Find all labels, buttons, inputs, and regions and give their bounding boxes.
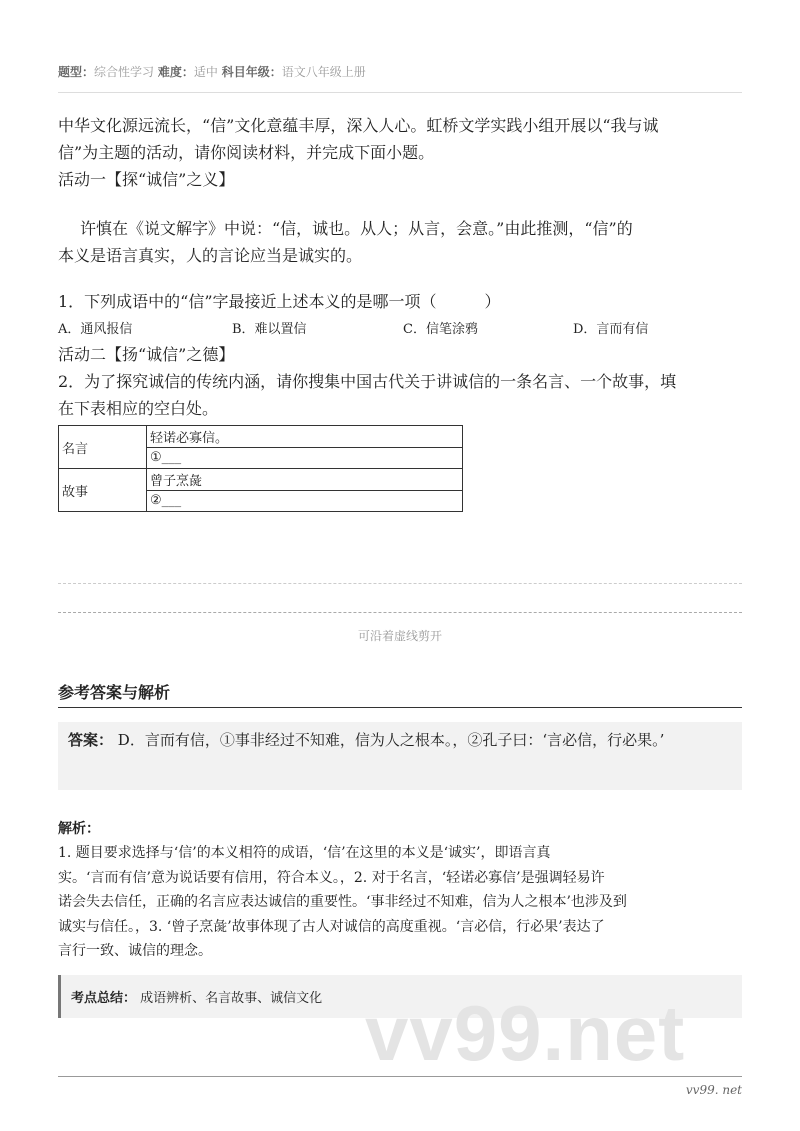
divider: [58, 707, 742, 708]
activity2-heading: 活动二【扬“诚信”之德】: [58, 345, 235, 364]
watermark: vv99.net: [365, 989, 686, 1077]
summary-box: [58, 975, 742, 1018]
analysis-text: [58, 841, 758, 964]
question-1-text: 1．下列成语中的“信”字最接近上述本义的是哪一项（ ）: [58, 292, 501, 311]
answer-table: [58, 425, 463, 512]
table-cell: 轻诺必寡信。: [147, 426, 463, 448]
dashed-line: [58, 583, 742, 584]
table-cell: 曾子烹彘: [147, 469, 463, 491]
analysis-label: 解析：: [58, 821, 100, 837]
blank-cell: ②___: [147, 490, 463, 512]
grade-label: 科目年级：: [221, 65, 282, 79]
analysis-line: 诚实与信任。，3. ‘曾子烹彘’故事体现了古人对诚信的高度重视。‘言必信，行必果’表达了: [58, 918, 605, 935]
section-title: 参考答案与解析: [58, 683, 171, 702]
row-label: 名言: [59, 426, 147, 469]
grade-value: 语文八年级上册: [281, 65, 366, 79]
cut-line: [58, 612, 742, 613]
blank-cell: ①___: [147, 447, 463, 469]
option-c: C．信笔涂鸦: [403, 322, 478, 337]
material-line: 许慎在《说文解字》中说：“信，诚也。从人；从言，会意。”由此推测，“信”的: [80, 219, 633, 238]
analysis-line: 实。‘言而有信’意为说话要有信用，符合本义。，2. 对于名言，‘轻诺必寡信’是强调轻易许: [58, 869, 605, 886]
type-label: 题型：: [58, 65, 95, 79]
question-1: [58, 288, 748, 315]
question-meta: [58, 63, 366, 80]
option-d: D．言而有信: [573, 322, 649, 337]
table-row: [59, 469, 463, 491]
question-2-line: 2．为了探究诚信的传统内涵，请你搜集中国古代关于讲诚信的一条名言、一个故事，填: [58, 372, 677, 391]
table-row: [59, 426, 463, 448]
intro-paragraph: [58, 112, 748, 193]
row-label: 故事: [59, 469, 147, 512]
answer-box: [58, 722, 742, 790]
footer-divider: [58, 1076, 742, 1077]
summary-text: 成语辨析、名言故事、诚信文化: [140, 991, 323, 1006]
cut-hint: 可沿着虚线剪开: [357, 629, 442, 643]
option-b: B．难以置信: [232, 322, 307, 337]
divider: [58, 92, 742, 93]
intro-line: 信”为主题的活动，请你阅读材料，并完成下面小题。: [58, 143, 435, 162]
analysis-line: 诺会失去信任，正确的名言应表达诚信的重要性。‘事非经过不知难，信为人之根本’也涉及到: [58, 894, 627, 910]
question-2-line: 在下表相应的空白处。: [58, 399, 219, 418]
material-line: 本义是语言真实，人的言论应当是诚实的。: [58, 246, 363, 265]
analysis-line: 言行一致、诚信的理念。: [58, 943, 212, 959]
activity1-heading: 活动一【探“诚信”之义】: [58, 170, 235, 189]
summary-label: 考点总结：: [71, 991, 137, 1006]
difficulty-label: 难度：: [157, 65, 194, 79]
difficulty-value: 适中: [193, 65, 218, 79]
analysis-line: 1. 题目要求选择与‘信’的本义相符的成语，‘信’在这里的本义是‘诚实’，即语言真: [58, 845, 551, 861]
material-paragraph: [58, 215, 748, 269]
type-value: 综合性学习: [94, 65, 155, 79]
answer-text: D．言而有信，①事非经过不知难，信为人之根本。，②孔子曰：‘言必信，行必果。’: [117, 731, 665, 749]
footer-site: vv99. net: [685, 1083, 742, 1097]
option-a: A．通风报信: [58, 322, 133, 337]
question-2: [58, 341, 748, 422]
answer-label: 答案：: [68, 731, 114, 749]
intro-line: 中华文化源远流长，“信”文化意蕴丰厚，深入人心。虹桥文学实践小组开展以“我与诚: [58, 116, 659, 135]
